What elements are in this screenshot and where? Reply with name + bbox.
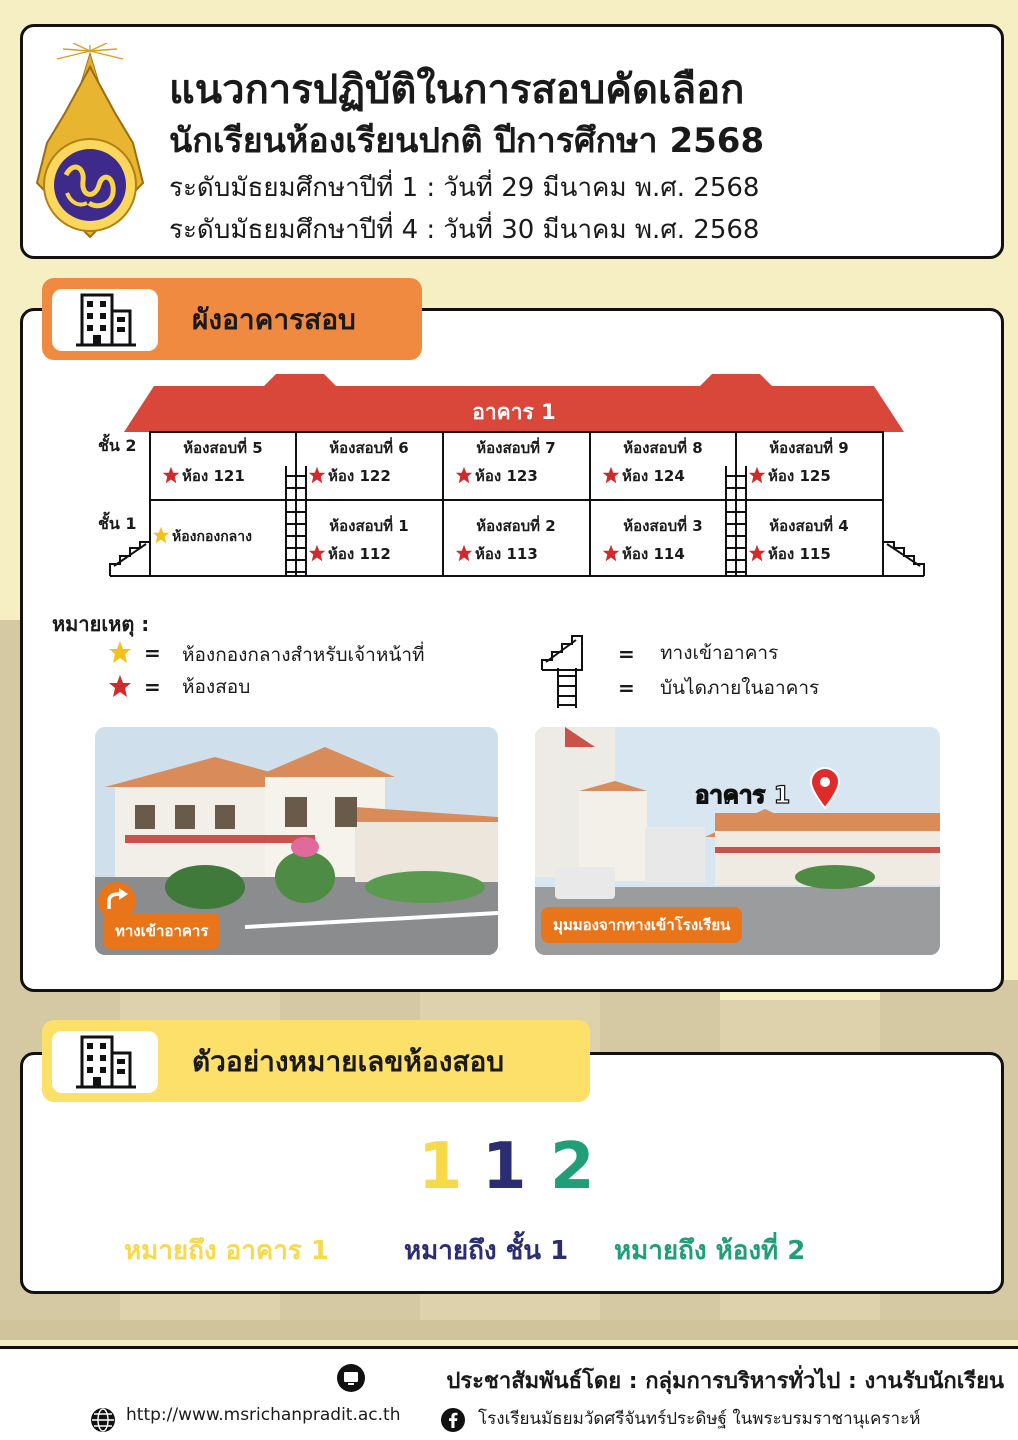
red-star-icon: [308, 544, 326, 562]
exam-room-4: ห้องสอบที่ 4 ห้อง 115: [738, 514, 880, 566]
red-star-icon: [748, 544, 766, 562]
legend-exam-room: ห้องสอบ: [182, 676, 251, 698]
legend-title: หมายเหตุ :: [52, 612, 150, 636]
meaning-building: หมายถึง อาคาร 1: [124, 1236, 329, 1266]
exam-room-3: ห้องสอบที่ 3 ห้อง 114: [592, 514, 734, 566]
facebook-page-link[interactable]: โรงเรียนมัธยมวัดศรีจันทร์ประดิษฐ์ ในพระบรมราชานุเคราะห์: [478, 1409, 921, 1429]
exam-room-2: ห้องสอบที่ 2 ห้อง 113: [445, 514, 587, 566]
legend-stairs: บันไดภายในอาคาร: [660, 677, 820, 699]
school-entrance-view-photo: [535, 727, 940, 955]
legend-equals: =: [618, 642, 635, 666]
page-title: แนวการปฏิบัติในการสอบคัดเลือก: [169, 67, 745, 113]
building-entrance-photo: [95, 727, 498, 955]
example-section-label: [42, 1020, 590, 1102]
legend-central-room: ห้องกองกลางสำหรับเจ้าหน้าที่: [182, 644, 425, 666]
exam-room-5: ห้องสอบที่ 5 ห้อง 121: [152, 436, 294, 488]
red-star-icon: [162, 466, 180, 484]
yellow-star-icon: [152, 526, 170, 544]
exam-room-9: ห้องสอบที่ 9 ห้อง 125: [738, 436, 880, 488]
location-pin-icon: [809, 767, 841, 809]
red-star-icon: [108, 674, 132, 698]
monitor-icon: [336, 1363, 366, 1393]
ladder-icon: [554, 668, 580, 708]
red-star-icon: [602, 466, 620, 484]
yellow-star-icon: [108, 640, 132, 664]
school-entrance-view-tag: มุมมองจากทางเข้าโรงเรียน: [541, 907, 742, 943]
website-link[interactable]: http://www.msrichanpradit.ac.th: [126, 1405, 401, 1425]
exam-room-1: ห้องสอบที่ 1 ห้อง 112: [298, 514, 440, 566]
red-star-icon: [455, 466, 473, 484]
legend-equals: =: [618, 676, 635, 700]
footer: [0, 1346, 1018, 1440]
central-room: ห้องกองกลาง: [152, 526, 286, 548]
legend-equals: =: [144, 675, 161, 699]
photo-building-label: อาคาร 1: [695, 781, 791, 809]
building-diagram: [84, 366, 944, 586]
meaning-room: หมายถึง ห้องที่ 2: [614, 1236, 806, 1266]
exam-date-m1: ระดับมัธยมศึกษาปีที่ 1 : วันที่ 29 มีนาคม พ.ศ. 2568: [169, 173, 760, 203]
pr-credit: ประชาสัมพันธ์โดย : กลุ่มการบริหารทั่วไป : งานรับนักเรียน: [446, 1369, 1004, 1394]
digit-floor: 1: [482, 1130, 527, 1204]
building-entrance-tag: ทางเข้าอาคาร: [103, 913, 220, 949]
digit-room: 2: [550, 1130, 595, 1204]
legend-equals: =: [144, 641, 161, 665]
building-icon-box: [52, 289, 158, 351]
building-name: อาคาร 1: [472, 400, 556, 424]
red-star-icon: [455, 544, 473, 562]
building-icon: [52, 289, 158, 351]
exam-date-m4: ระดับมัธยมศึกษาปีที่ 4 : วันที่ 30 มีนาคม พ.ศ. 2568: [169, 215, 760, 245]
red-star-icon: [748, 466, 766, 484]
floor-1-label: ชั้น 1: [98, 514, 137, 533]
exam-room-6: ห้องสอบที่ 6 ห้อง 122: [298, 436, 440, 488]
header-card: [20, 24, 1004, 259]
exam-room-7: ห้องสอบที่ 7 ห้อง 123: [445, 436, 587, 488]
building-plan-section-label: [42, 278, 422, 360]
exam-room-8: ห้องสอบที่ 8 ห้อง 124: [592, 436, 734, 488]
building-icon-box: [52, 1031, 158, 1093]
building-icon: [52, 1031, 158, 1093]
red-star-icon: [602, 544, 620, 562]
floor-2-label: ชั้น 2: [98, 436, 137, 455]
building-plan-title: ผังอาคารสอบ: [192, 303, 356, 336]
example-title: ตัวอย่างหมายเลขห้องสอบ: [192, 1045, 505, 1078]
entrance-stairs-icon: [540, 632, 584, 672]
red-star-icon: [308, 466, 326, 484]
digit-building: 1: [418, 1130, 463, 1204]
school-logo: [33, 43, 147, 239]
meaning-floor: หมายถึง ชั้น 1: [404, 1236, 569, 1266]
legend-entrance: ทางเข้าอาคาร: [660, 642, 779, 664]
page-subtitle: นักเรียนห้องเรียนปกติ ปีการศึกษา 2568: [169, 121, 765, 161]
globe-icon: [90, 1407, 116, 1433]
facebook-icon: [440, 1407, 466, 1433]
